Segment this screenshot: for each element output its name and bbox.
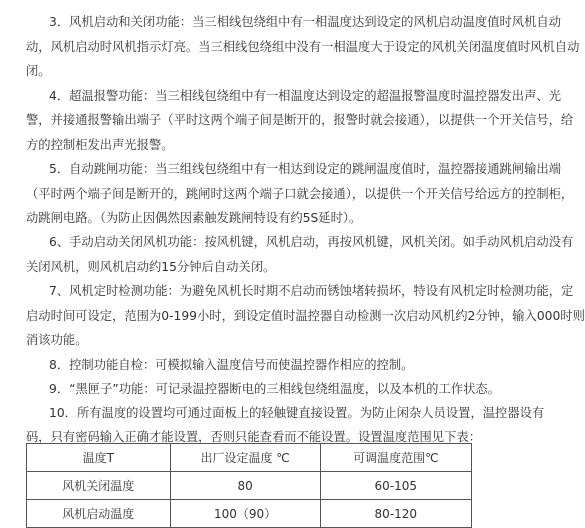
paragraph-4-line-1: 4．超温报警功能：当三相线包绕组中有一相温度达到设定的超温报警温度时温控器发出声、光 [49,89,561,103]
table-header-cell: 出厂设定温度 ℃ [170,444,320,472]
paragraph-5-line-2: （平时两个端子间是断开的，跳闸时这两个端子口就会接通），以提供一个开关信号给远方的控制柜， [26,187,574,201]
table-cell: 风机启动温度 [27,500,171,528]
table-cell: 60-105 [320,472,471,500]
table-cell: 80 [170,472,320,500]
paragraph-7-line-1: 7、风机定时检测功能：为避免风机长时期不启动而锈蚀堵转损坏，特设有风机定时检测功能，定 [49,284,574,298]
paragraph-4-line-3: 方的控制柜发出声光报警。 [26,138,174,152]
paragraph-5-line-3: 动跳闸电路。（为防止因偶然因素触发跳闸特设有约5S延时）。 [26,211,362,225]
table-row [27,472,472,500]
table-row [27,500,472,528]
paragraph-4-line-2: 警，并接通报警输出端子（平时这两个端子间是断开的，报警时就会接通），以提供一个开关信号，给 [26,113,574,127]
paragraph-10-line-1: 10．所有温度的设置均可通过面板上的轻触键直接设置。为防止闲杂人员设置，温控器设有 [49,406,545,420]
paragraph-7-line-3: 消该功能。 [26,333,88,347]
paragraph-3-line-1: 3．风机启动和关闭功能：当三相线包绕组中有一相温度达到设定的风机启动温度值时风机自动 [49,15,561,29]
paragraph-3-line-2: 动，风机启动时风机指示灯亮。当三相线包绕组中没有一相温度大于设定的风机关闭温度值时风机自动 [26,40,580,54]
paragraph-5-line-1: 5．自动跳闸功能：当三组线包绕组中有一相达到设定的跳闸温度值时，温控器接通跳闸输出端 [49,162,561,176]
table-header-cell: 可调温度范围℃ [320,444,471,472]
paragraph-9-line-1: 9．“黑匣子”功能：可记录温控器断电的三相线包绕组温度，以及本机的工作状态。 [49,382,500,396]
paragraph-3-line-3: 闭。 [26,64,51,78]
table-header-cell: 温度T [27,444,171,472]
paragraph-6-line-2: 关闭风机，则风机启动约15分钟后自动关闭。 [26,260,276,274]
table-header-row [27,444,472,472]
table-cell: 风机关闭温度 [27,472,171,500]
paragraph-10-line-2: 码，只有密码输入正确才能设置，否则只能查看而不能设置。设置温度范围见下表： [26,430,481,444]
table-cell: 100（90） [170,500,320,528]
paragraph-7-line-2: 启动时间可设定，范围为0-199小时，到设定值时温控器自动检测一次启动风机约2分钟，输入000时则 [26,309,585,323]
paragraph-6-line-1: 6、手动启动关闭风机功能：按风机键，风机启动，再按风机键，风机关闭。如手动风机启动没有 [49,235,574,249]
temperature-settings-table [26,443,472,528]
paragraph-8-line-1: 8．控制功能自检：可模拟输入温度信号而使温控器作相应的控制。 [49,358,414,372]
table-cell: 80-120 [320,500,471,528]
